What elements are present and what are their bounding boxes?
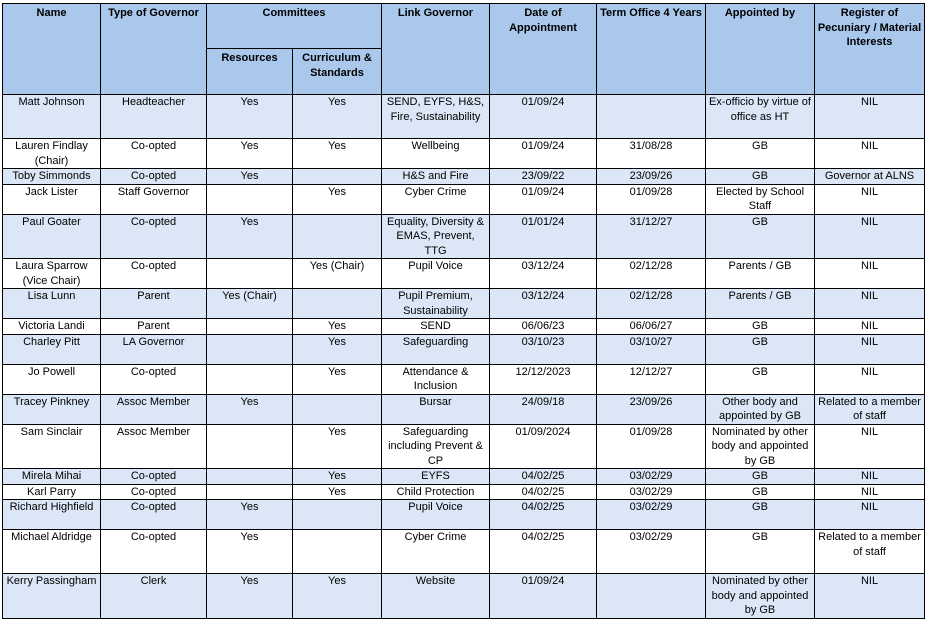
cell-date-of-appointment: 24/09/18 [490, 394, 597, 424]
cell-term-office: 02/12/28 [597, 259, 706, 289]
cell-appointed-by: Nominated by other body and appointed by GB [706, 574, 815, 619]
table-row [3, 484, 925, 500]
cell-type-of-governor: Co-opted [101, 259, 207, 289]
cell-appointed-by: Nominated by other body and appointed by GB [706, 424, 815, 469]
cell-name: Toby Simmonds [3, 169, 101, 185]
cell-date-of-appointment: 04/02/25 [490, 500, 597, 530]
cell-type-of-governor: Clerk [101, 574, 207, 619]
table-row [3, 214, 925, 259]
cell-date-of-appointment: 01/01/24 [490, 214, 597, 259]
cell-term-office: 03/02/29 [597, 500, 706, 530]
cell-date-of-appointment: 06/06/23 [490, 319, 597, 335]
cell-register-interests: NIL [815, 289, 925, 319]
cell-curriculum: Yes [293, 334, 382, 364]
cell-resources: Yes [207, 169, 293, 185]
cell-name: Lisa Lunn [3, 289, 101, 319]
cell-name: Richard Highfield [3, 500, 101, 530]
cell-appointed-by: Parents / GB [706, 289, 815, 319]
cell-date-of-appointment: 04/02/25 [490, 484, 597, 500]
cell-curriculum: Yes [293, 364, 382, 394]
table-row [3, 364, 925, 394]
header-link-governor: Link Governor [382, 4, 490, 95]
cell-curriculum: Yes [293, 574, 382, 619]
table-row [3, 169, 925, 185]
header-curriculum: Curriculum & Standards [293, 49, 382, 95]
cell-term-office: 03/10/27 [597, 334, 706, 364]
cell-link-governor: Website [382, 574, 490, 619]
cell-curriculum: Yes [293, 139, 382, 169]
cell-name: Paul Goater [3, 214, 101, 259]
cell-link-governor: Bursar [382, 394, 490, 424]
table-row [3, 184, 925, 214]
cell-name: Jo Powell [3, 364, 101, 394]
cell-register-interests: Related to a member of staff [815, 530, 925, 574]
cell-type-of-governor: Co-opted [101, 139, 207, 169]
cell-date-of-appointment: 03/10/23 [490, 334, 597, 364]
cell-link-governor: Pupil Premium, Sustainability [382, 289, 490, 319]
cell-link-governor: Safeguarding including Prevent & CP [382, 424, 490, 469]
cell-register-interests: Governor at ALNS [815, 169, 925, 185]
cell-date-of-appointment: 01/09/24 [490, 139, 597, 169]
cell-term-office [597, 95, 706, 139]
cell-appointed-by: GB [706, 334, 815, 364]
header-type: Type of Governor [101, 4, 207, 95]
cell-term-office: 31/08/28 [597, 139, 706, 169]
table-row [3, 334, 925, 364]
cell-appointed-by: GB [706, 484, 815, 500]
cell-term-office: 03/02/29 [597, 530, 706, 574]
cell-register-interests: Related to a member of staff [815, 394, 925, 424]
cell-appointed-by: GB [706, 214, 815, 259]
governors-table [2, 3, 925, 619]
cell-type-of-governor: Parent [101, 319, 207, 335]
cell-register-interests: NIL [815, 259, 925, 289]
header-name: Name [3, 4, 101, 95]
cell-type-of-governor: Co-opted [101, 169, 207, 185]
cell-date-of-appointment: 01/09/24 [490, 574, 597, 619]
table-row [3, 259, 925, 289]
cell-register-interests: NIL [815, 424, 925, 469]
cell-appointed-by: Parents / GB [706, 259, 815, 289]
cell-link-governor: Attendance & Inclusion [382, 364, 490, 394]
cell-term-office: 01/09/28 [597, 184, 706, 214]
table-row [3, 530, 925, 574]
cell-term-office [597, 574, 706, 619]
header-resources: Resources [207, 49, 293, 95]
cell-resources: Yes [207, 139, 293, 169]
cell-curriculum [293, 169, 382, 185]
cell-register-interests: NIL [815, 364, 925, 394]
header-appointed-by: Appointed by [706, 4, 815, 95]
cell-curriculum: Yes [293, 184, 382, 214]
cell-resources [207, 259, 293, 289]
cell-term-office: 01/09/28 [597, 424, 706, 469]
cell-term-office: 02/12/28 [597, 289, 706, 319]
cell-type-of-governor: Co-opted [101, 530, 207, 574]
cell-name: Matt Johnson [3, 95, 101, 139]
cell-register-interests: NIL [815, 139, 925, 169]
cell-date-of-appointment: 01/09/2024 [490, 424, 597, 469]
cell-type-of-governor: Co-opted [101, 500, 207, 530]
cell-register-interests: NIL [815, 469, 925, 485]
cell-link-governor: Equality, Diversity & EMAS, Prevent, TTG [382, 214, 490, 259]
cell-type-of-governor: LA Governor [101, 334, 207, 364]
table-row [3, 574, 925, 619]
cell-curriculum: Yes [293, 484, 382, 500]
cell-curriculum: Yes [293, 95, 382, 139]
cell-curriculum: Yes [293, 469, 382, 485]
table-row [3, 424, 925, 469]
cell-resources: Yes [207, 500, 293, 530]
cell-register-interests: NIL [815, 500, 925, 530]
cell-date-of-appointment: 04/02/25 [490, 469, 597, 485]
cell-date-of-appointment: 03/12/24 [490, 259, 597, 289]
cell-name: Jack Lister [3, 184, 101, 214]
cell-curriculum [293, 500, 382, 530]
cell-link-governor: Pupil Voice [382, 500, 490, 530]
cell-link-governor: Cyber Crime [382, 184, 490, 214]
cell-appointed-by: GB [706, 139, 815, 169]
cell-type-of-governor: Co-opted [101, 214, 207, 259]
cell-term-office: 23/09/26 [597, 394, 706, 424]
cell-resources [207, 469, 293, 485]
cell-curriculum: Yes [293, 424, 382, 469]
cell-resources: Yes [207, 214, 293, 259]
cell-link-governor: Pupil Voice [382, 259, 490, 289]
cell-appointed-by: GB [706, 364, 815, 394]
cell-curriculum [293, 530, 382, 574]
table-body [3, 95, 925, 619]
cell-name: Kerry Passingham [3, 574, 101, 619]
cell-name: Victoria Landi [3, 319, 101, 335]
cell-type-of-governor: Staff Governor [101, 184, 207, 214]
table-row [3, 394, 925, 424]
cell-appointed-by: GB [706, 169, 815, 185]
cell-register-interests: NIL [815, 334, 925, 364]
cell-type-of-governor: Headteacher [101, 95, 207, 139]
table-row [3, 95, 925, 139]
cell-resources: Yes (Chair) [207, 289, 293, 319]
cell-appointed-by: GB [706, 530, 815, 574]
cell-link-governor: SEND [382, 319, 490, 335]
cell-term-office: 23/09/26 [597, 169, 706, 185]
cell-link-governor: Safeguarding [382, 334, 490, 364]
table-row [3, 139, 925, 169]
cell-type-of-governor: Co-opted [101, 364, 207, 394]
cell-resources [207, 484, 293, 500]
cell-curriculum [293, 394, 382, 424]
cell-register-interests: NIL [815, 574, 925, 619]
cell-appointed-by: GB [706, 319, 815, 335]
header-register-interests: Register of Pecuniary / Material Interests [815, 4, 925, 95]
cell-name: Tracey Pinkney [3, 394, 101, 424]
cell-name: Karl Parry [3, 484, 101, 500]
cell-date-of-appointment: 12/12/2023 [490, 364, 597, 394]
cell-name: Laura Sparrow (Vice Chair) [3, 259, 101, 289]
cell-resources: Yes [207, 574, 293, 619]
cell-resources [207, 424, 293, 469]
cell-curriculum [293, 214, 382, 259]
table-row [3, 289, 925, 319]
cell-term-office: 06/06/27 [597, 319, 706, 335]
cell-link-governor: H&S and Fire [382, 169, 490, 185]
cell-name: Michael Aldridge [3, 530, 101, 574]
cell-term-office: 12/12/27 [597, 364, 706, 394]
cell-type-of-governor: Assoc Member [101, 394, 207, 424]
table-header [3, 4, 925, 95]
cell-appointed-by: Other body and appointed by GB [706, 394, 815, 424]
cell-resources [207, 364, 293, 394]
cell-register-interests: NIL [815, 95, 925, 139]
cell-name: Charley Pitt [3, 334, 101, 364]
cell-register-interests: NIL [815, 214, 925, 259]
cell-resources: Yes [207, 394, 293, 424]
cell-register-interests: NIL [815, 484, 925, 500]
cell-curriculum [293, 289, 382, 319]
cell-type-of-governor: Assoc Member [101, 424, 207, 469]
cell-date-of-appointment: 23/09/22 [490, 169, 597, 185]
cell-term-office: 03/02/29 [597, 469, 706, 485]
cell-term-office: 31/12/27 [597, 214, 706, 259]
cell-link-governor: EYFS [382, 469, 490, 485]
cell-resources: Yes [207, 95, 293, 139]
cell-link-governor: SEND, EYFS, H&S, Fire, Sustainability [382, 95, 490, 139]
cell-link-governor: Child Protection [382, 484, 490, 500]
table-row [3, 319, 925, 335]
cell-resources [207, 319, 293, 335]
cell-type-of-governor: Co-opted [101, 469, 207, 485]
cell-date-of-appointment: 04/02/25 [490, 530, 597, 574]
cell-name: Mirela Mihai [3, 469, 101, 485]
cell-date-of-appointment: 03/12/24 [490, 289, 597, 319]
cell-register-interests: NIL [815, 184, 925, 214]
cell-curriculum: Yes [293, 319, 382, 335]
cell-name: Sam Sinclair [3, 424, 101, 469]
cell-appointed-by: Elected by School Staff [706, 184, 815, 214]
cell-resources [207, 184, 293, 214]
cell-name: Lauren Findlay (Chair) [3, 139, 101, 169]
cell-link-governor: Wellbeing [382, 139, 490, 169]
table-row [3, 500, 925, 530]
cell-appointed-by: GB [706, 469, 815, 485]
header-date-of-appointment: Date of Appointment [490, 4, 597, 95]
cell-appointed-by: Ex-officio by virtue of office as HT [706, 95, 815, 139]
cell-resources: Yes [207, 530, 293, 574]
header-committees: Committees [207, 4, 382, 49]
cell-resources [207, 334, 293, 364]
cell-type-of-governor: Co-opted [101, 484, 207, 500]
cell-date-of-appointment: 01/09/24 [490, 95, 597, 139]
cell-type-of-governor: Parent [101, 289, 207, 319]
cell-curriculum: Yes (Chair) [293, 259, 382, 289]
cell-link-governor: Cyber Crime [382, 530, 490, 574]
cell-appointed-by: GB [706, 500, 815, 530]
header-term-office: Term Office 4 Years [597, 4, 706, 95]
cell-date-of-appointment: 01/09/24 [490, 184, 597, 214]
cell-register-interests: NIL [815, 319, 925, 335]
cell-term-office: 03/02/29 [597, 484, 706, 500]
table-row [3, 469, 925, 485]
